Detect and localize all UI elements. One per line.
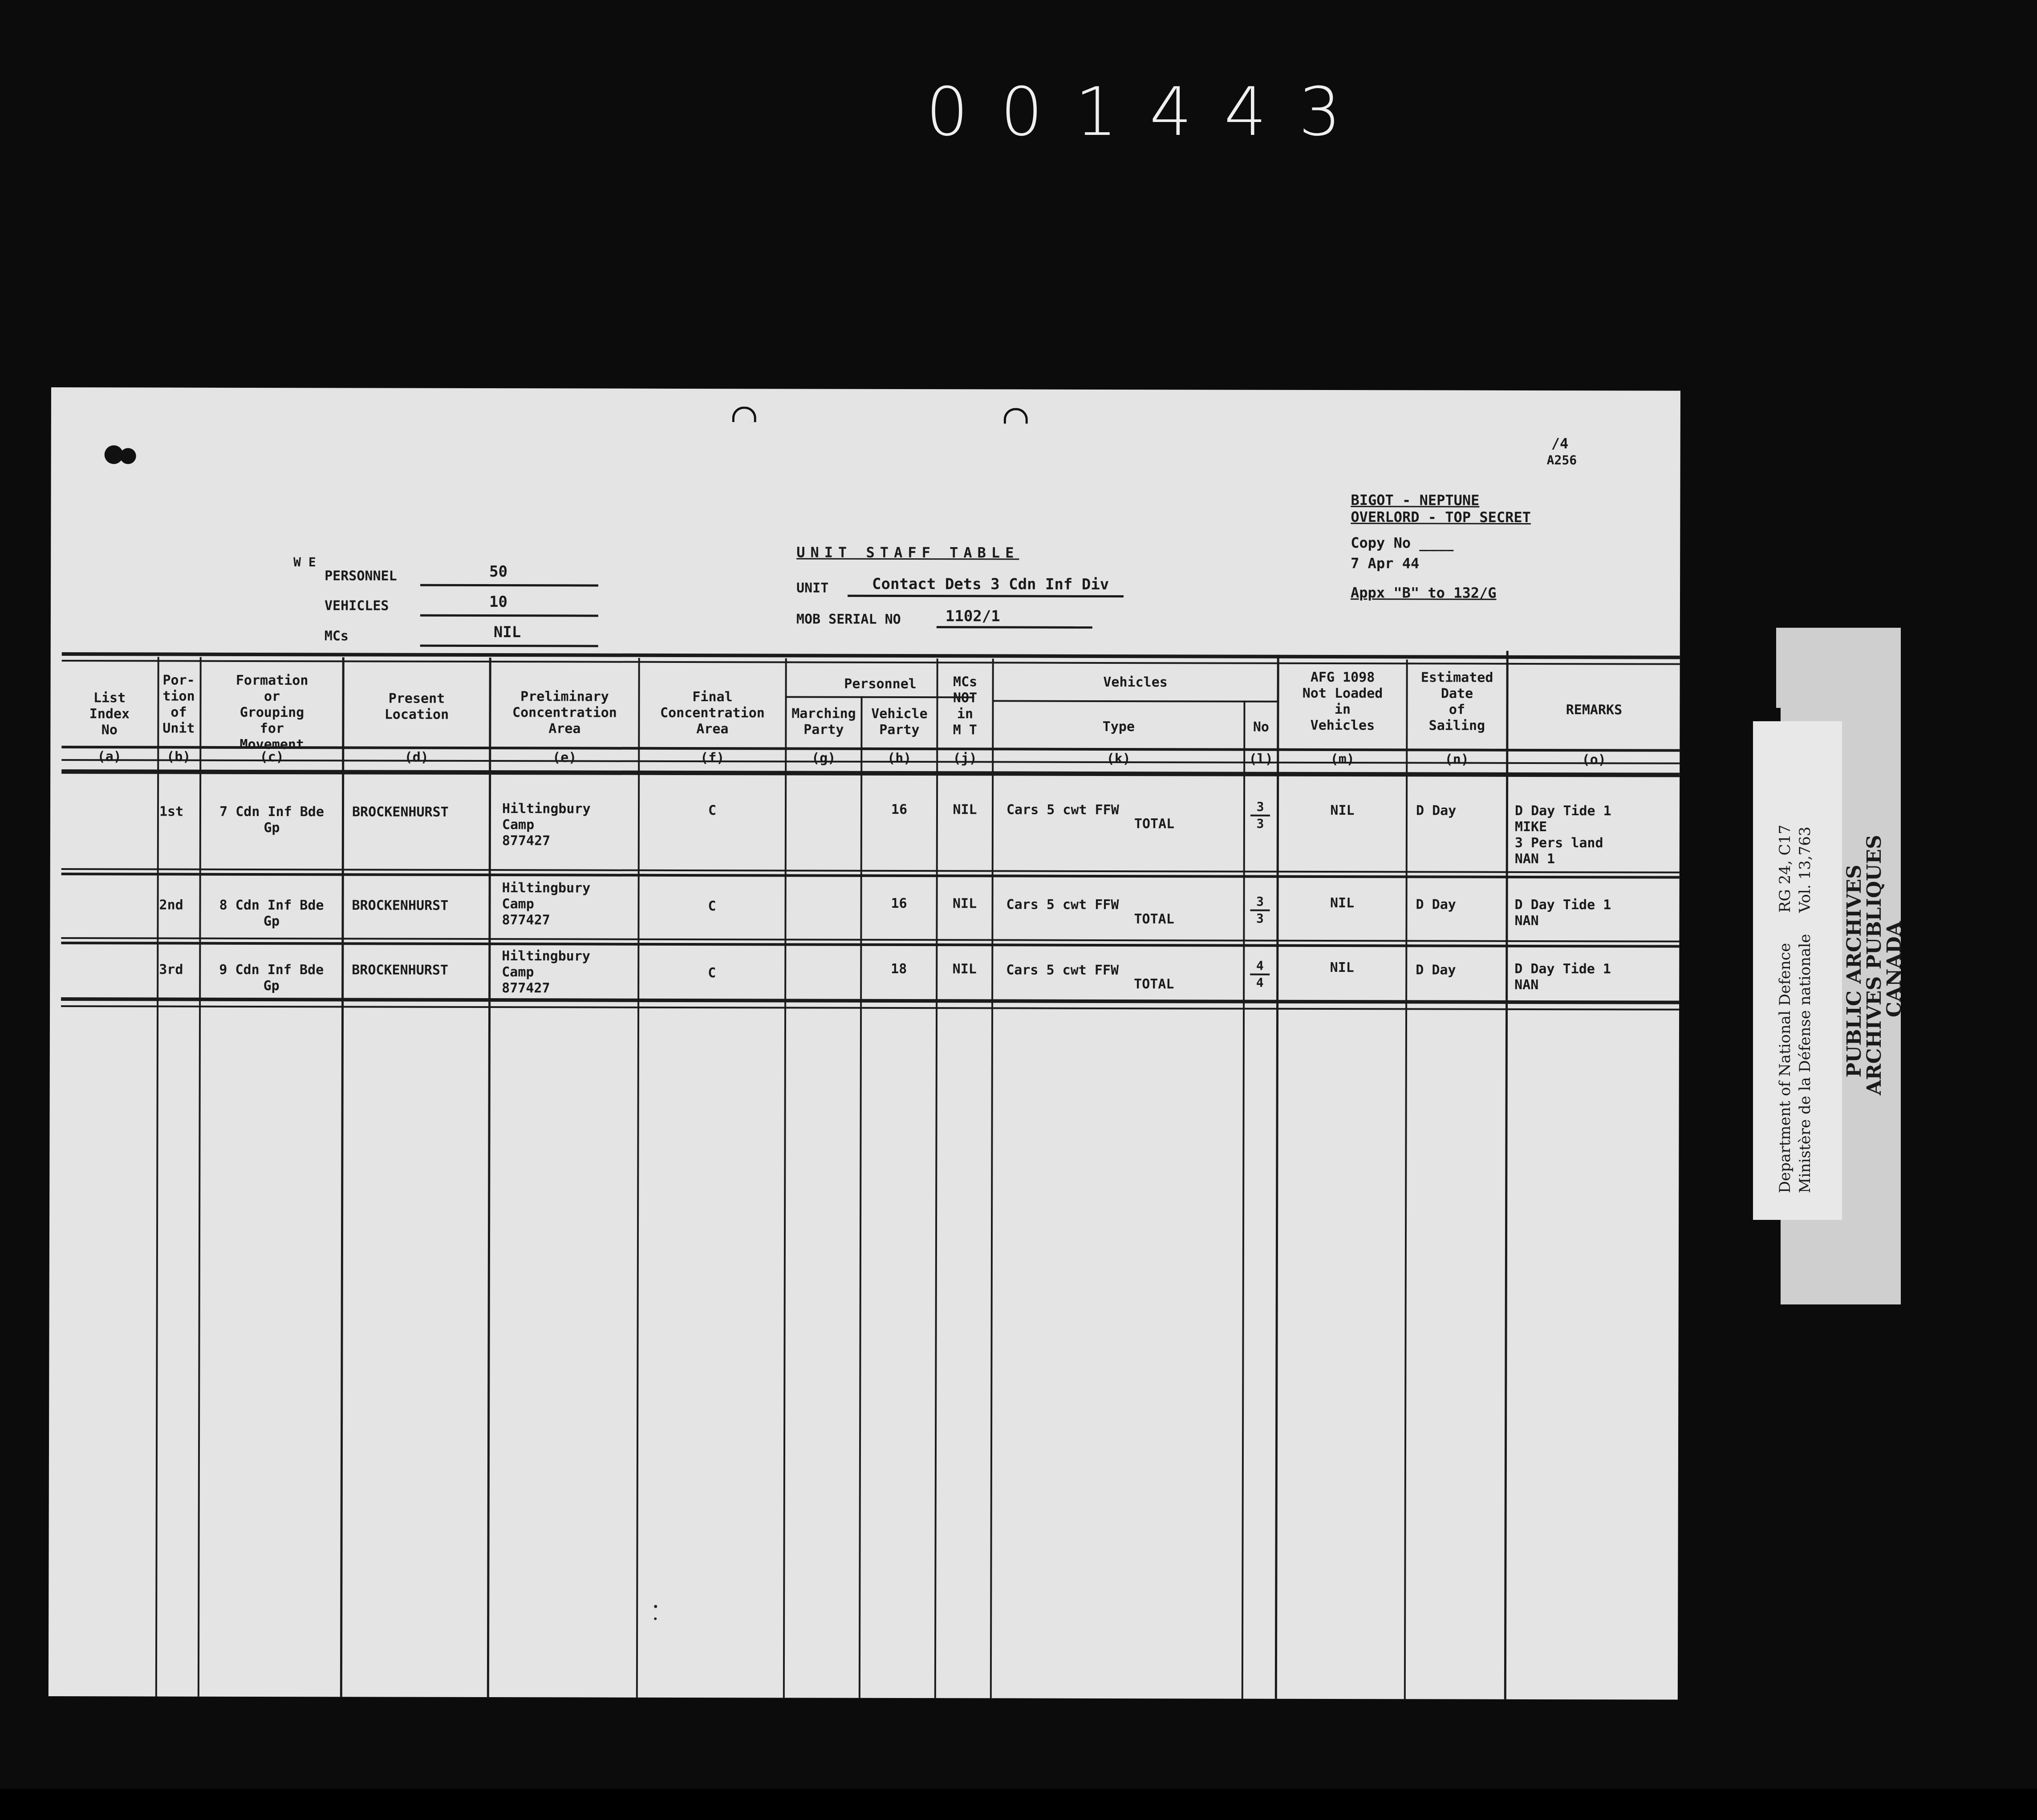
row3-formation: 9 Cdn Inf Bde Gp [219, 962, 324, 994]
header-portion: Por- tion of Unit [162, 672, 195, 736]
punch-hole-left [732, 406, 756, 422]
header-vehicle-party: Vehicle Party [871, 706, 928, 738]
document-page [49, 387, 1680, 1700]
row1-portion: 1st [159, 804, 184, 820]
header-formation: Formation or Grouping for Movement [235, 672, 308, 753]
row2-sailing: D Day [1416, 897, 1456, 913]
row3-final-area: C [708, 965, 716, 981]
row1-remarks: D Day Tide 1 MIKE 3 Pers land NAN 1 [1514, 803, 1611, 867]
doc-date: 7 Apr 44 [1351, 555, 1420, 572]
we-label: W E [293, 555, 316, 570]
frame-number: 001443 [926, 73, 1373, 151]
row3-vehicle-type: Cars 5 cwt FFW [1006, 962, 1119, 979]
row1-vehicle-no: 3 3 [1247, 800, 1274, 832]
header-vehicle-type: Type [1102, 719, 1135, 735]
row2-vehicle-no: 3 3 [1246, 894, 1273, 926]
row1-present-location: BROCKENHURST [352, 804, 449, 820]
col-letter-c: (c) [260, 749, 284, 765]
scan-speck-2 [654, 1617, 657, 1620]
header-mcs-not-in-mt: MCs NOT in M T [953, 674, 978, 738]
copy-label: Copy No ____ [1351, 534, 1454, 552]
appendix-ref: Appx "B" to 132/G [1351, 584, 1497, 601]
header-personnel: Personnel [844, 676, 917, 692]
archive-stamp-3: CANADA [1883, 921, 1906, 1017]
security-block [1351, 492, 1531, 601]
vehicles-value: 10 [489, 593, 507, 611]
col-letter-b: (b) [166, 749, 191, 765]
archive-dept-en: Department of National Defence [1776, 943, 1794, 1193]
row2-final-area: C [708, 898, 716, 914]
row2-vehicle-party: 16 [891, 895, 907, 912]
row1-vehicle-party: 16 [891, 801, 908, 818]
row3-remarks: D Day Tide 1 NAN [1514, 961, 1611, 993]
header-final-area: Final Concentration Area [660, 689, 765, 737]
row1-sailing: D Day [1416, 803, 1457, 819]
header-remarks: REMARKS [1566, 702, 1623, 718]
mcs-value: NIL [493, 623, 521, 642]
col-letter-m: (m) [1330, 752, 1355, 768]
row1-prelim-area: Hiltingbury Camp 877427 [502, 801, 591, 849]
header-list-index: List Index No [89, 690, 130, 738]
col-letter-a: (a) [97, 749, 122, 765]
col-letter-d: (d) [404, 749, 429, 765]
unit-label: UNIT [796, 580, 829, 596]
col-letter-n: (n) [1445, 752, 1469, 768]
document-title: UNIT STAFF TABLE [796, 544, 1019, 561]
row3-vehicle-no: 4 4 [1246, 959, 1273, 991]
ink-blot-2 [120, 448, 136, 464]
row1-final-area: C [708, 803, 717, 819]
row3-afg: NIL [1330, 960, 1354, 976]
row3-vehicle-party: 18 [891, 961, 907, 977]
header-marching-party: Marching Party [791, 706, 856, 738]
row2-afg: NIL [1330, 895, 1355, 911]
row2-vehicle-total: TOTAL [1134, 911, 1174, 927]
security-line-2: OVERLORD - TOP SECRET [1351, 508, 1531, 526]
row1-mcs: NIL [953, 802, 977, 818]
archive-card-tab [1776, 628, 1865, 708]
row2-vehicle-type: Cars 5 cwt FFW [1006, 897, 1119, 913]
punch-hole-right [1004, 408, 1028, 423]
header-vehicles: Vehicles [1103, 674, 1168, 691]
row1-formation: 7 Cdn Inf Bde Gp [219, 804, 324, 836]
row1-vehicle-total: TOTAL [1134, 816, 1175, 832]
page-ref: /4 [1551, 435, 1569, 452]
page-code: A256 [1546, 453, 1577, 468]
archive-ref-2: Vol. 13,763 [1796, 826, 1814, 913]
mob-serial-label: MOB SERIAL NO [796, 611, 901, 627]
row3-sailing: D Day [1416, 962, 1456, 978]
col-letter-e: (e) [552, 750, 577, 766]
header-prelim-area: Preliminary Concentration Area [512, 689, 617, 737]
mcs-label: MCs [324, 628, 349, 644]
col-letter-l: (l) [1249, 751, 1273, 767]
archive-stamp-1: PUBLIC ARCHIVES [1843, 865, 1866, 1077]
row3-portion: 3rd [159, 962, 183, 978]
header-sailing-date: Estimated Date of Sailing [1420, 670, 1493, 734]
col-letter-k: (k) [1106, 751, 1131, 767]
col-letter-o: (o) [1582, 752, 1606, 768]
row2-mcs: NIL [952, 896, 977, 912]
header-afg-1098: AFG 1098 Not Loaded in Vehicles [1302, 669, 1383, 734]
mob-serial-value: 1102/1 [945, 607, 1000, 626]
row3-prelim-area: Hiltingbury Camp 877427 [502, 948, 591, 996]
scan-speck [654, 1605, 657, 1608]
row2-present-location: BROCKENHURST [352, 898, 449, 914]
unit-value: Contact Dets 3 Cdn Inf Div [872, 575, 1109, 593]
row2-portion: 2nd [159, 897, 183, 913]
archive-dept-fr: Ministère de la Défense nationale [1796, 934, 1814, 1193]
row3-present-location: BROCKENHURST [352, 962, 449, 978]
row2-prelim-area: Hiltingbury Camp 877427 [502, 880, 591, 928]
col-letter-f: (f) [700, 750, 725, 766]
row1-vehicle-type: Cars 5 cwt FFW [1006, 802, 1119, 818]
archive-ref-1: RG 24, C17 [1776, 825, 1794, 913]
row3-mcs: NIL [952, 961, 977, 977]
row1-afg: NIL [1330, 803, 1355, 819]
archive-stamp-2: ARCHIVES PUBLIQUES [1863, 835, 1886, 1095]
personnel-label: PERSONNEL [325, 568, 397, 584]
row3-vehicle-total: TOTAL [1134, 976, 1174, 992]
row2-formation: 8 Cdn Inf Bde Gp [219, 897, 324, 930]
personnel-value: 50 [489, 563, 508, 581]
header-vehicle-no: No [1253, 719, 1270, 735]
film-edge [0, 1789, 2037, 1820]
vehicles-label: VEHICLES [324, 598, 389, 614]
row2-remarks: D Day Tide 1 NAN [1514, 897, 1611, 929]
header-present-location: Present Location [384, 691, 449, 723]
col-letter-h: (h) [887, 750, 912, 767]
col-letter-j: (j) [953, 751, 977, 767]
security-line-1: BIGOT - NEPTUNE [1351, 492, 1480, 509]
col-letter-g: (g) [812, 750, 836, 766]
